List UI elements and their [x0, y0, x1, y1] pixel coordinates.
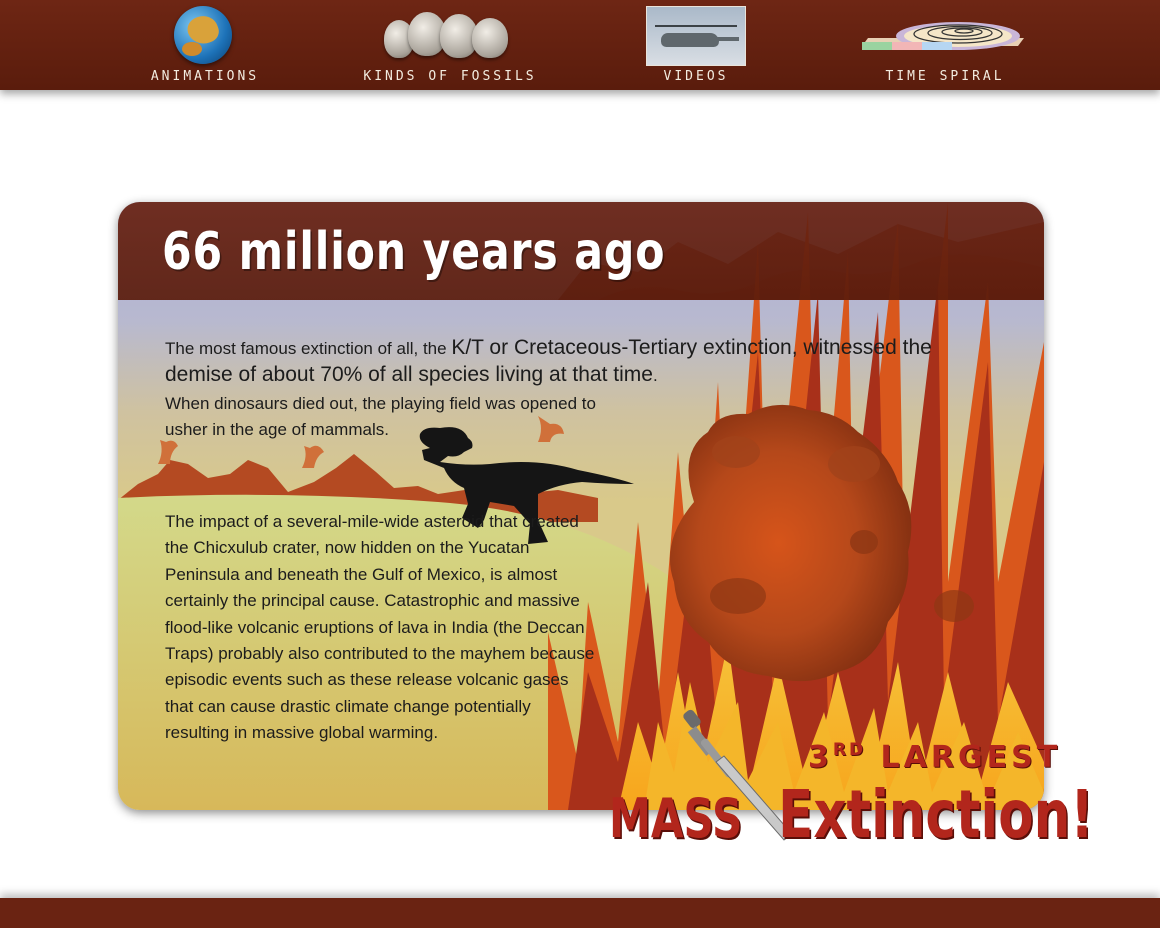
time-spiral-icon	[858, 16, 1024, 56]
extinction-info-card	[118, 202, 1044, 810]
footer-bar	[0, 898, 1160, 928]
nav-label-kinds-of-fossils: KINDS OF FOSSILS	[363, 69, 537, 84]
nav-label-videos: VIDEOS	[663, 69, 729, 84]
nav-label-time-spiral: TIME SPIRAL	[885, 69, 1005, 84]
rank-number: 3	[808, 740, 833, 775]
intro-paragraph	[165, 335, 965, 389]
intro-end: .	[652, 366, 658, 385]
mass-extinction-heading	[609, 776, 1094, 853]
globe-icon	[174, 6, 232, 64]
top-navigation-bar	[0, 0, 1160, 90]
nav-item-kinds-of-fossils[interactable]	[360, 0, 540, 90]
intro-lead: The most famous extinction of all, the	[165, 339, 452, 358]
rank-word: LARGEST	[880, 740, 1062, 775]
rank-suffix: RD	[832, 740, 867, 760]
page-title: 66 million years ago	[162, 222, 666, 282]
body-paragraph: The impact of a several-mile-wide asteroid that created the Chicxulub crater, now hidden on the Yucatan Peninsula and beneath the Gulf of Mexico, is almost certainly the principal cause. Catastrophic and massive flood-like volcanic eruptions of lava in India (the Deccan Traps) probably also contributed to the mayhem because episodic events such as these release volcanic gases that can cause drastic climate change potentially resulting in massive global warming.	[165, 512, 595, 743]
rank-label	[808, 740, 1061, 775]
mass-word: MASS	[609, 787, 743, 850]
nav-item-animations[interactable]	[144, 0, 266, 90]
nav-item-time-spiral[interactable]	[858, 0, 1032, 90]
extinction-word: Extinction!	[778, 776, 1094, 853]
helicopter-video-icon	[646, 6, 746, 66]
fossil-shells-icon	[384, 0, 516, 64]
nav-item-videos[interactable]	[624, 0, 768, 90]
intro-emphasis: K/T or Cretaceous-Tertiary extinction, witnessed the demise of about 70% of all species living at that time	[165, 336, 932, 386]
nav-label-animations: ANIMATIONS	[150, 69, 260, 84]
intro-paragraph-2: When dinosaurs died out, the playing field was opened to usher in the age of mammals.	[165, 394, 596, 439]
